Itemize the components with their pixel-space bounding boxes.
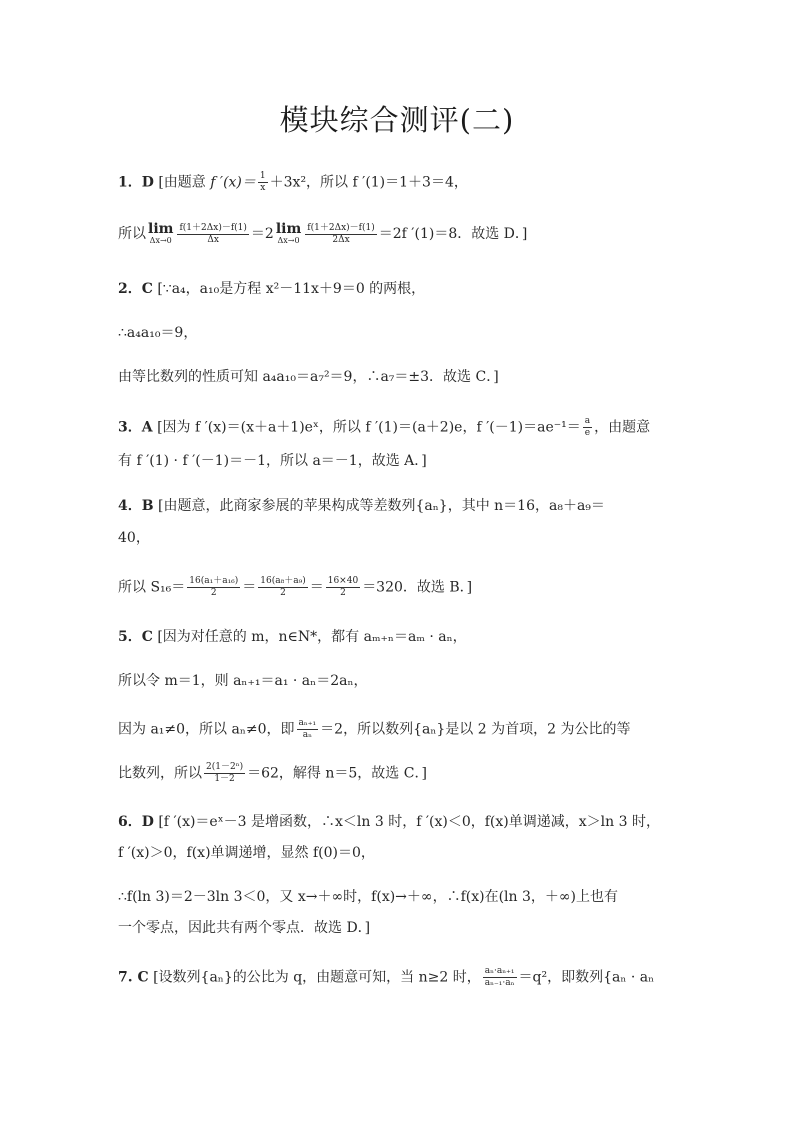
q1-conclusion: ＝2f ′(1)＝8．故选 D．] (378, 226, 528, 242)
frac-num: 16(a₈＋a₉) (260, 576, 306, 586)
lim-sub: Δx→0 (277, 236, 300, 245)
page-title: 模块综合测评(二) (279, 103, 515, 137)
q1-line-1 (118, 171, 678, 194)
q6-line-1 (118, 811, 678, 833)
frac-den: e (583, 427, 592, 439)
q5-frac-2 (204, 762, 245, 785)
lim-sub: Δx→0 (149, 236, 172, 245)
q4-line-2: 40， (118, 530, 150, 546)
q5-text-3a: 因为 a₁≠0，所以 aₙ≠0，即 (118, 721, 295, 738)
frac-den: 2 (258, 587, 307, 599)
q1-limit-2 (276, 222, 301, 246)
frac-num: f(1＋2Δx)－f(1) (179, 222, 247, 233)
frac-num: aₙ·aₙ₊₁ (484, 966, 515, 976)
lim-word: lim (148, 221, 174, 237)
q4-text-1: [由题意，此商家参展的苹果构成等差数列{aₙ}，其中 n＝16，a₈＋a₉＝ (158, 498, 605, 514)
q6-text-1: [f ′(x)＝eˣ－3 是增函数，∴x＜ln 3 时，f ′(x)＜0，f(x)单调递减，x＞ln 3 时， (158, 814, 660, 830)
q5-text-1: [因为对任意的 m，n∈N*，都有 aₘ₊ₙ＝aₘ · aₙ， (157, 629, 467, 645)
q4-frac-2 (258, 576, 307, 599)
q6-line-3: ∴f(ln 3)＝2－3ln 3＜0，又 x→＋∞时，f(x)→＋∞，∴f(x)在(ln 3，＋∞)上也有 (118, 889, 619, 905)
q1-limit-frac-1 (177, 223, 248, 246)
frac-den: 2 (187, 587, 240, 599)
q5-line-4 (118, 762, 678, 785)
q6-line-4: 一个零点，因此共有两个零点．故选 D．] (118, 920, 371, 936)
q2-line-1 (118, 278, 678, 300)
q5-line-3 (118, 718, 678, 741)
q5-text-4b: ＝62，解得 n＝5，故选 C．] (247, 765, 427, 782)
q6-label: 6．D (118, 814, 154, 830)
q1-so-label: 所以 (118, 226, 146, 242)
q4-frac-3 (326, 576, 360, 599)
q3-frac (583, 416, 592, 439)
q4-label: 4．B (118, 498, 154, 514)
q1-text-a: [由题意 (158, 174, 211, 191)
q1-frac-num: 1 (259, 171, 266, 181)
frac-num: 2(1－2ⁿ) (206, 762, 244, 772)
q5-text-3b: ＝2，所以数列{aₙ}是以 2 为首项，2 为公比的等 (320, 721, 631, 738)
q3-text-1: [因为 f ′(x)＝(x＋a＋1)eˣ，所以 f ′(1)＝(a＋2)e，f ′(－1)＝ae⁻¹＝ (157, 419, 581, 436)
q1-text-b: f ′(x)＝ (210, 174, 256, 191)
q7-text-2: ＝q²，即数列{aₙ · aₙ (518, 969, 655, 986)
q4-eq-2: ＝ (309, 579, 324, 596)
frac-den: 2Δx (305, 234, 376, 246)
q5-line-1 (118, 626, 678, 648)
q1-line-2 (118, 222, 678, 246)
q7-line-1 (118, 966, 678, 989)
q4-line-1 (118, 495, 678, 517)
q1-limit-1 (148, 222, 173, 246)
q3-label: 3．A (118, 419, 153, 436)
frac-num: a (584, 416, 591, 426)
q5-text-4a: 比数列，所以 (118, 765, 202, 782)
q1-label: 1．D (118, 174, 154, 191)
frac-num: f(1＋2Δx)－f(1) (307, 222, 375, 233)
lim-word: lim (275, 221, 302, 237)
q1-frac (258, 171, 268, 194)
q2-line-2: ∴a₄a₁₀＝9， (118, 325, 198, 341)
q4-frac-1 (187, 576, 240, 599)
q3-line-1 (118, 416, 678, 439)
q4-eq-1: ＝ (242, 579, 257, 596)
frac-den: Δx (177, 234, 248, 246)
q2-line-3: 由等比数列的性质可知 a₄a₁₀＝a₇²＝9，∴a₇＝±3．故选 C．] (118, 369, 499, 385)
frac-den: 1－2 (204, 773, 245, 785)
q3-line-2: 有 f ′(1) · f ′(－1)＝－1，所以 a＝－1，故选 A．] (118, 453, 427, 469)
q5-frac-1 (297, 718, 319, 741)
q7-label: 7. C (118, 969, 149, 986)
q3-text-2: ，由题意 (594, 419, 651, 436)
q5-line-2: 所以令 m＝1，则 aₙ₊₁＝a₁ · aₙ＝2aₙ， (118, 673, 368, 689)
frac-den: aₙ (297, 729, 319, 741)
q7-text-1: [设数列{aₙ}的公比为 q，由题意可知，当 n≥2 时， (153, 969, 481, 986)
q2-label: 2．C (118, 281, 153, 297)
q5-label: 5．C (118, 629, 153, 645)
q4-text-a: 所以 S₁₆＝ (118, 579, 186, 596)
frac-num: aₙ₊₁ (298, 718, 317, 728)
q1-limit-frac-2 (305, 223, 376, 246)
q1-frac-den: x (258, 182, 268, 194)
frac-den: 2 (326, 587, 360, 599)
q6-line-2: f ′(x)＞0，f(x)单调递增，显然 f(0)＝0， (118, 845, 375, 861)
frac-num: 16×40 (327, 576, 359, 586)
frac-den: aₙ₋₁·aₙ (484, 978, 515, 988)
q2-text-1: [∵a₄，a₁₀是方程 x²－11x＋9＝0 的两根， (157, 281, 426, 297)
q4-line-3 (118, 576, 678, 599)
q4-conclusion: ＝320．故选 B．] (362, 579, 473, 596)
frac-num: 16(a₁＋a₁₆) (189, 576, 239, 586)
q1-eq-2: ＝2 (250, 226, 274, 242)
q7-frac (483, 966, 517, 989)
q1-text-c: ＋3x²，所以 f ′(1)＝1＋3＝4， (269, 174, 468, 191)
